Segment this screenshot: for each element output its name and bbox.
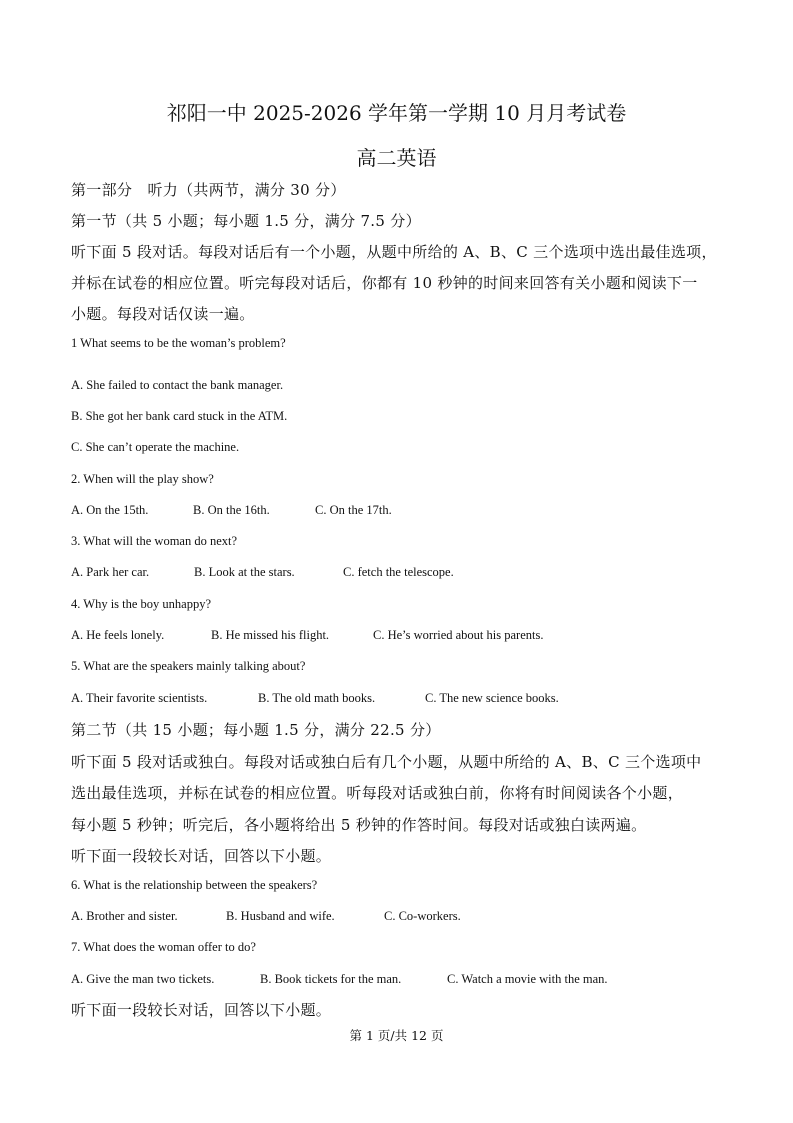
answer-option: B. Look at the stars.: [194, 565, 295, 579]
listening-prompt: 听下面一段较长对话，回答以下小题。: [71, 847, 332, 865]
section2-instruction-line: 听下面 5 段对话或独白。每段对话或独白后有几个小题，从题中所给的 A、B、C 三个选项中: [71, 753, 702, 771]
answer-option: A. On the 15th.: [71, 503, 149, 517]
options-row: [71, 972, 608, 987]
question-stem: 5. What are the speakers mainly talking about?: [71, 659, 306, 673]
question-stem: 1 What seems to be the woman’s problem?: [71, 336, 286, 350]
question-stem: 4. Why is the boy unhappy?: [71, 597, 212, 611]
answer-option: C. He’s worried about his parents.: [373, 628, 544, 642]
answer-option: C. She can’t operate the machine.: [71, 440, 240, 454]
listening-prompt: 听下面一段较长对话，回答以下小题。: [71, 1001, 332, 1019]
part-heading: 第一部分 听力（共两节，满分 30 分）: [71, 181, 346, 199]
answer-option: C. Co-workers.: [384, 909, 461, 923]
section1-instruction-line: 听下面 5 段对话。每段对话后有一个小题，从题中所给的 A、B、C 三个选项中选出最佳选项，: [71, 243, 717, 261]
options-row: [71, 691, 559, 706]
answer-option: B. He missed his flight.: [211, 628, 330, 642]
answer-option: C. fetch the telescope.: [343, 565, 454, 579]
question-stem: 6. What is the relationship between the speakers?: [71, 878, 318, 892]
answer-option: B. The old math books.: [258, 691, 376, 705]
answer-option: C. On the 17th.: [315, 503, 392, 517]
answer-option: B. Book tickets for the man.: [260, 972, 402, 986]
question-stem: 3. What will the woman do next?: [71, 534, 238, 548]
answer-option: B. She got her bank card stuck in the ATM.: [71, 409, 288, 423]
section1-instruction-line: 小题。每段对话仅读一遍。: [71, 305, 255, 323]
section1-instruction-line: 并标在试卷的相应位置。听完每段对话后，你都有 10 秒钟的时间来回答有关小题和阅读下一: [71, 274, 698, 292]
options-row: [71, 503, 392, 518]
section2-instruction-line: 选出最佳选项，并标在试卷的相应位置。听每段对话或独白前，你将有时间阅读各个小题，: [71, 784, 684, 802]
question-stem: 2. When will the play show?: [71, 472, 214, 486]
answer-option: B. Husband and wife.: [226, 909, 335, 923]
answer-option: A. Park her car.: [71, 565, 150, 579]
page-title: 祁阳一中 2025-2026 学年第一学期 10 月月考试卷: [166, 101, 627, 125]
section2-heading: 第二节（共 15 小题；每小题 1.5 分，满分 22.5 分）: [71, 721, 441, 739]
page-number: 第 1 页/共 12 页: [349, 1028, 444, 1043]
options-row: [71, 628, 543, 643]
answer-option: B. On the 16th.: [193, 503, 270, 517]
answer-option: A. He feels lonely.: [71, 628, 165, 642]
section1-heading: 第一节（共 5 小题；每小题 1.5 分，满分 7.5 分）: [71, 212, 421, 230]
answer-option: C. The new science books.: [425, 691, 559, 705]
question-stem: 7. What does the woman offer to do?: [71, 940, 256, 954]
answer-option: A. Brother and sister.: [71, 909, 178, 923]
answer-option: C. Watch a movie with the man.: [447, 972, 608, 986]
answer-option: A. Their favorite scientists.: [71, 691, 208, 705]
options-row: [71, 565, 454, 580]
options-row: [71, 909, 461, 924]
page-subtitle: 高二英语: [356, 146, 437, 170]
section2-instruction-line: 每小题 5 秒钟；听完后，各小题将给出 5 秒钟的作答时间。每段对话或独白读两遍。: [71, 816, 647, 834]
answer-option: A. She failed to contact the bank manager.: [71, 378, 284, 392]
answer-option: A. Give the man two tickets.: [71, 972, 215, 986]
